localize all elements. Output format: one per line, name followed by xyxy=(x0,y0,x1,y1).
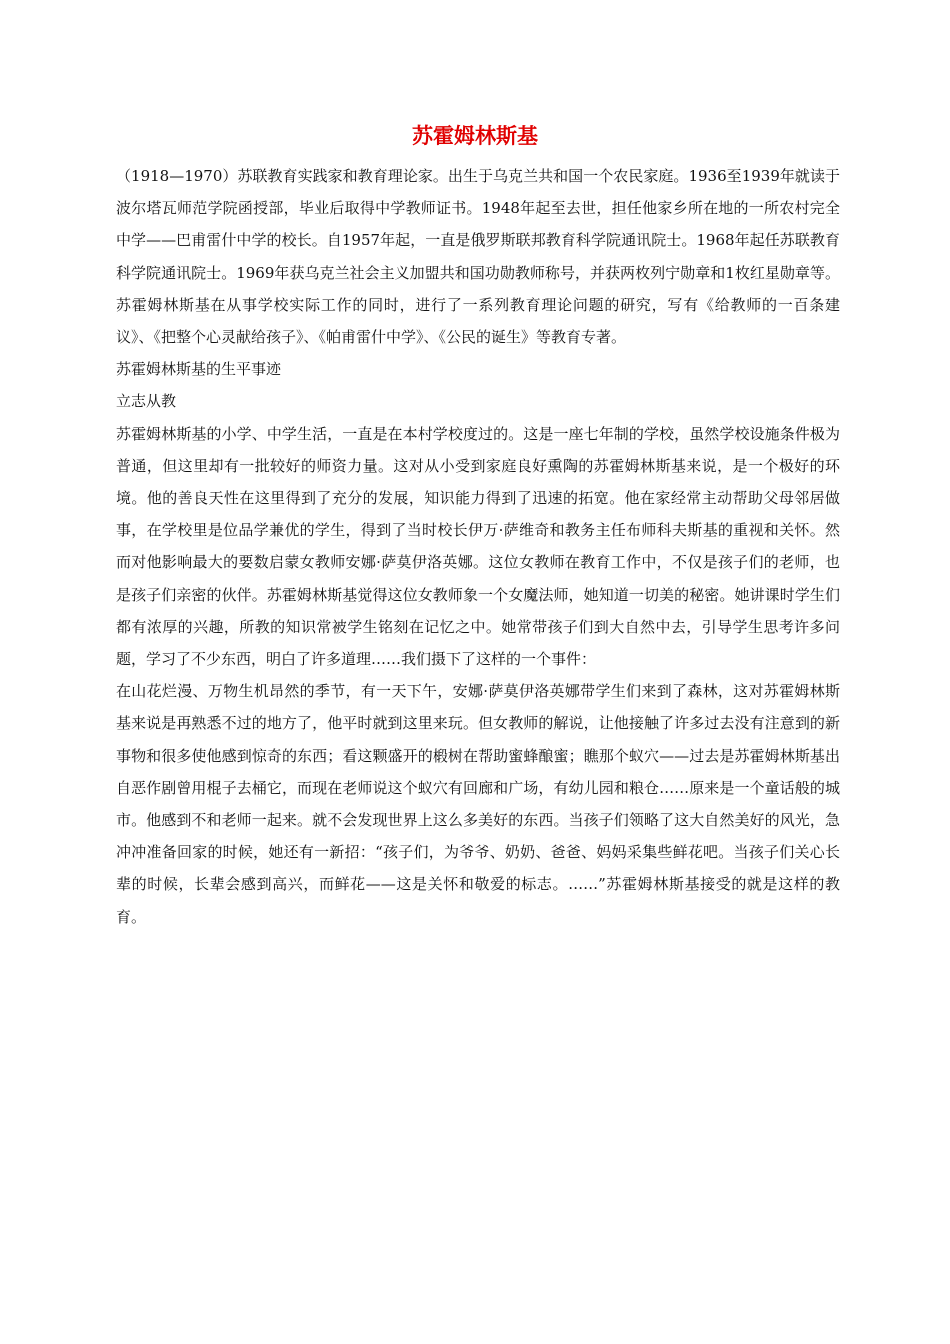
page-title: 苏霍姆林斯基 xyxy=(412,123,538,148)
document-body xyxy=(116,160,840,933)
subsection-heading: 立志从教 xyxy=(116,392,177,411)
intro-paragraph: （1918—1970）苏联教育实践家和教育理论家。出生于乌克兰共和国一个农民家庭。1936至1939年就读于波尔塔瓦师范学院函授部，毕业后取得中学教师证书。1948年起至去世，担任他家乡所在地的一所农村完全中学——巴甫雷什中学的校长。自1957年起，一直是俄罗斯联邦教育科学院通讯院士。1968年起任苏联教育科学院通讯院士。1969年获乌克兰社会主义加盟共和国功勋教师称号，并获两枚列宁勋章和1枚红星勋章等。苏霍姆林斯基在从事学校实际工作的同时，进行了一系列教育理论问题的研究，写有《给教师的一百条建议》、《把整个心灵献给孩子》、《帕甫雷什中学》、《公民的诞生》等教育专著。 xyxy=(116,167,840,347)
section-heading: 苏霍姆林斯基的生平事迹 xyxy=(116,360,282,379)
body-paragraph-1: 苏霍姆林斯基的小学、中学生活，一直是在本村学校度过的。这是一座七年制的学校，虽然学校设施条件极为普通，但这里却有一批较好的师资力量。这对从小受到家庭良好熏陶的苏霍姆林斯基来说，是一个极好的环境。他的善良天性在这里得到了充分的发展，知识能力得到了迅速的拓宽。他在家经常主动帮助父母邻居做事，在学校里是位品学兼优的学生，得到了当时校长伊万·萨维奇和教务主任布师科夫斯基的重视和关怀。然而对他影响最大的要数启蒙女教师安娜·萨莫伊洛英娜。这位女教师在教育工作中，不仅是孩子们的老师，也是孩子们亲密的伙伴。苏霍姆林斯基觉得这位女教师象一个女魔法师，她知道一切美的秘密。她讲课时学生们都有浓厚的兴趣，所教的知识常被学生铭刻在记忆之中。她常带孩子们到大自然中去，引导学生思考许多问题，学习了不少东西，明白了许多道理……我们摄下了这样的一个事件： xyxy=(116,424,840,669)
body-paragraph-2: 在山花烂漫、万物生机昂然的季节，有一天下午，安娜·萨莫伊洛英娜带学生们来到了森林，这对苏霍姆林斯基来说是再熟悉不过的地方了，他平时就到这里来玩。但女教师的解说，让他接触了许多过去没有注意到的新事物和很多使他感到惊奇的东西；看这颗盛开的椴树在帮助蜜蜂酿蜜；瞧那个蚁穴——过去是苏霍姆林斯基出自恶作剧曾用棍子去桶它，而现在老师说这个蚁穴有回廊和广场，有幼儿园和粮仓……原来是一个童话般的城市。他感到不和老师一起来。就不会发现世界上这么多美好的东西。当孩子们领略了这大自然美好的风光，急冲冲准备回家的时候，她还有一新招：“孩子们，为爷爷、奶奶、爸爸、妈妈采集些鲜花吧。当孩子们关心长辈的时候，长辈会感到高兴，而鲜花——这是关怀和敬爱的标志。……”苏霍姆林斯基接受的就是这样的教育。 xyxy=(116,682,840,926)
